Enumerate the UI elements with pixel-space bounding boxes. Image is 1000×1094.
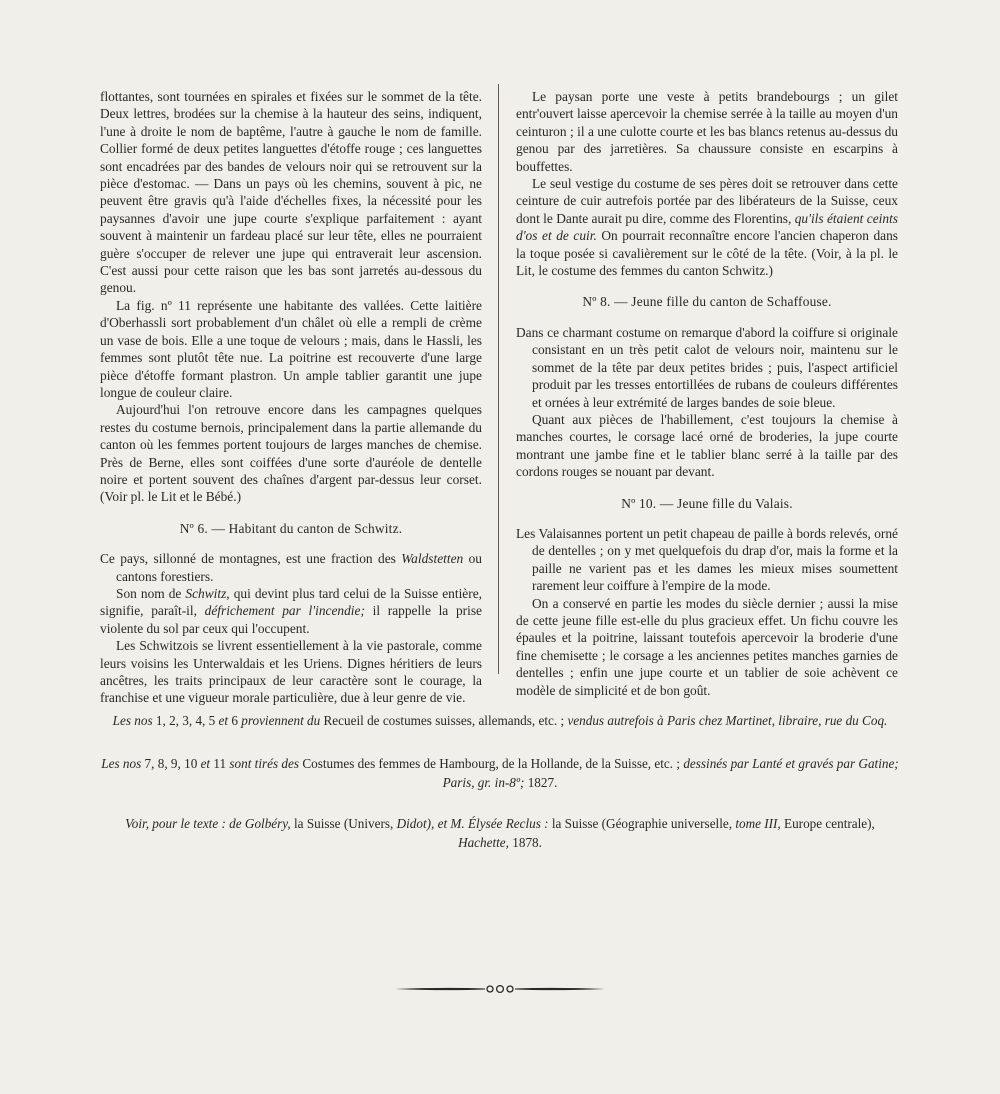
section-heading-no6: Nº 6. — Habitant du canton de Schwitz. [179,520,403,536]
paragraph: Le paysan porte une veste à petits brandebourgs ; un gilet entr'ouvert laisse apercevoir la chemise serrée à la taille au moyen d'un ceinturon ; il a une culotte courte et les bas blancs retenus au-dessus du genou par des jarretières. Sa chaussure consiste en escarpins à bouffettes. [516,89,898,174]
paragraph: Dans ce charmant costume on remarque d'abord la coiffure si originale consistant en un très petit calot de velours noir, maintenu sur le sommet de la tête par deux petites brides ; puis, l'aspect artificiel produit par les tresses entortillées de rubans de couleurs différentes et ornées à leur extrémité de larges bandes de soie bleue. [516,324,898,410]
italic-term: Waldstetten [401,551,464,567]
paragraph: Les Valaisannes portent un petit chapeau de paille à bords relevés, orné de dentelles ; on y met quelquefois du drap d'or, mais la forme et la paille ne varient pas et les dames les mieux mises soumettent rarement leur coiffure à l'empire de la mode. [516,525,898,594]
paragraph: On a conservé en partie les modes du siècle dernier ; aussi la mise de cette jeune fille est-elle du plus gracieux effet. Un fichu couvre les épaules et la poitrine, laissant toutefois apercevoir la broderie d'une fine chemisette ; le corsage a les anciennes petites manches garnies de dentelles ; enfin une jupe courte et un tablier de soie achèvent ce modèle de simplicité et de bon goût. [516,595,898,698]
footnote-references: Voir, pour le texte : de Golbéry, la Suisse (Univers, Didot), et M. Élysée Reclus : la Suisse (Géographie universelle, tome III, Europe centrale), Hachette, 1878. [125,816,875,850]
paragraph: Le seul vestige du costume de ses pères doit se retrouver dans cette ceinture de cuir autrefois portée par des libérateurs de la Suisse, ceux dont le Dante aurait pu dire, comme des Florentins, qu'ils étaient ceints d'os et de cuir. On pourrait reconnaître encore l'ancien chaperon dans la toque posée si cavalièrement sur le côté de la tête. (Voir, à la pl. le Lit, le costume des femmes du canton Schwitz.) [516,176,898,279]
section-heading-no10: Nº 10. — Jeune fille du Valais. [621,495,793,511]
paragraph: flottantes, sont tournées en spirales et fixées sur le sommet de la tête. Deux lettres, brodées sur la chemise à la hauteur des seins, indiquent, l'une à droite le nom de baptême, l'autre à gauche le nom de famille. Collier formé de deux petites languettes d'étoffe rouge ; ces languettes sont encadrées par des bandes de velours noir qui se retrouvent sur la pièce d'estomac. — Dans un pays où les chemins, souvent à pic, ne peuvent être gravis qu'à l'aide d'échelles fixes, la nécessité pour les paysannes d'avoir une jupe courte s'explique parfaitement : ayant souvent à maintenir un fardeau placé sur leur tête, elles ne pourraient guère s'occuper de relever une jupe qui entraverait leur ascension. C'est aussi pour cette raison que les bas sont jarretés au-dessous du genou. [100,89,482,296]
column-divider [498,84,499,674]
section-heading-no8: Nº 8. — Jeune fille du canton de Schaffouse. [582,294,832,310]
italic-term: Schwitz, [185,585,230,601]
ornament-icon [395,978,605,1000]
right-column [516,88,898,699]
footnote-source-2: Les nos 7, 8, 9, 10 et 11 sont tirés des Costumes des femmes de Hambourg, de la Hollande, de la Suisse, etc. ; dessinés par Lanté et gravés par Gatine; Paris, gr. in-8º; 1827. [101,756,899,790]
left-column [100,88,482,707]
footnote-source-1: Les nos 1, 2, 3, 4, 5 et 6 proviennent du Recueil de costumes suisses, allemands, etc. ; vendus autrefois à Paris chez Martinet, libraire, rue du Coq. [112,713,888,728]
paragraph: Les Schwitzois se livrent essentiellement à la vie pastorale, comme leurs voisins les Unterwaldais et les Uriens. Dignes héritiers de leurs ancêtres, les traits principaux de leur caractère sont le courage, la franchise et une vigueur morale particulière, due à leur genre de vie. [100,638,482,706]
paragraph: Son nom de Schwitz, qui devint plus tard celui de la Suisse entière, signifie, paraît-il, défrichement par l'incendie; il rappelle la prise violente du sol par ceux qui l'occupent. [100,585,482,636]
paragraph: La fig. nº 11 représente une habitante des vallées. Cette laitière d'Oberhassli sort probablement d'un châlet où elle a rempli de crème un vase de bois. Elle a une toque de velours ; mais, dans le Hassli, les femmes sont plutôt tête nue. La poitrine est recouverte d'une large pièce d'étoffe formant plastron. Un ample tablier garantit une jupe longue de couleur claire. [100,297,482,400]
paragraph: Quant aux pièces de l'habillement, c'est toujours la chemise à manches courtes, le corsage lacé orné de broderies, la jupe courte montrant une jambe fine et le tablier blanc serré à la taille par des cordons rouges se nouant par devant. [516,411,898,480]
paragraph: Aujourd'hui l'on retrouve encore dans les campagnes quelques restes du costume bernois, principalement dans la partie allemande du canton où les femmes portent toujours de larges manches de chemise. Près de Berne, elles sont coiffées d'une sorte d'auréole de dentelle noire et portent souvent des chaînes d'argent par-dessus leur corset. (Voir pl. le Lit et le Bébé.) [100,402,482,505]
italic-term: défrichement par l'incendie; [204,603,365,619]
paragraph: Ce pays, sillonné de montagnes, est une fraction des Waldstetten ou cantons forestiers. [100,551,482,584]
italic-quote: qu'ils étaient ceints d'os et de cuir. [516,210,898,244]
